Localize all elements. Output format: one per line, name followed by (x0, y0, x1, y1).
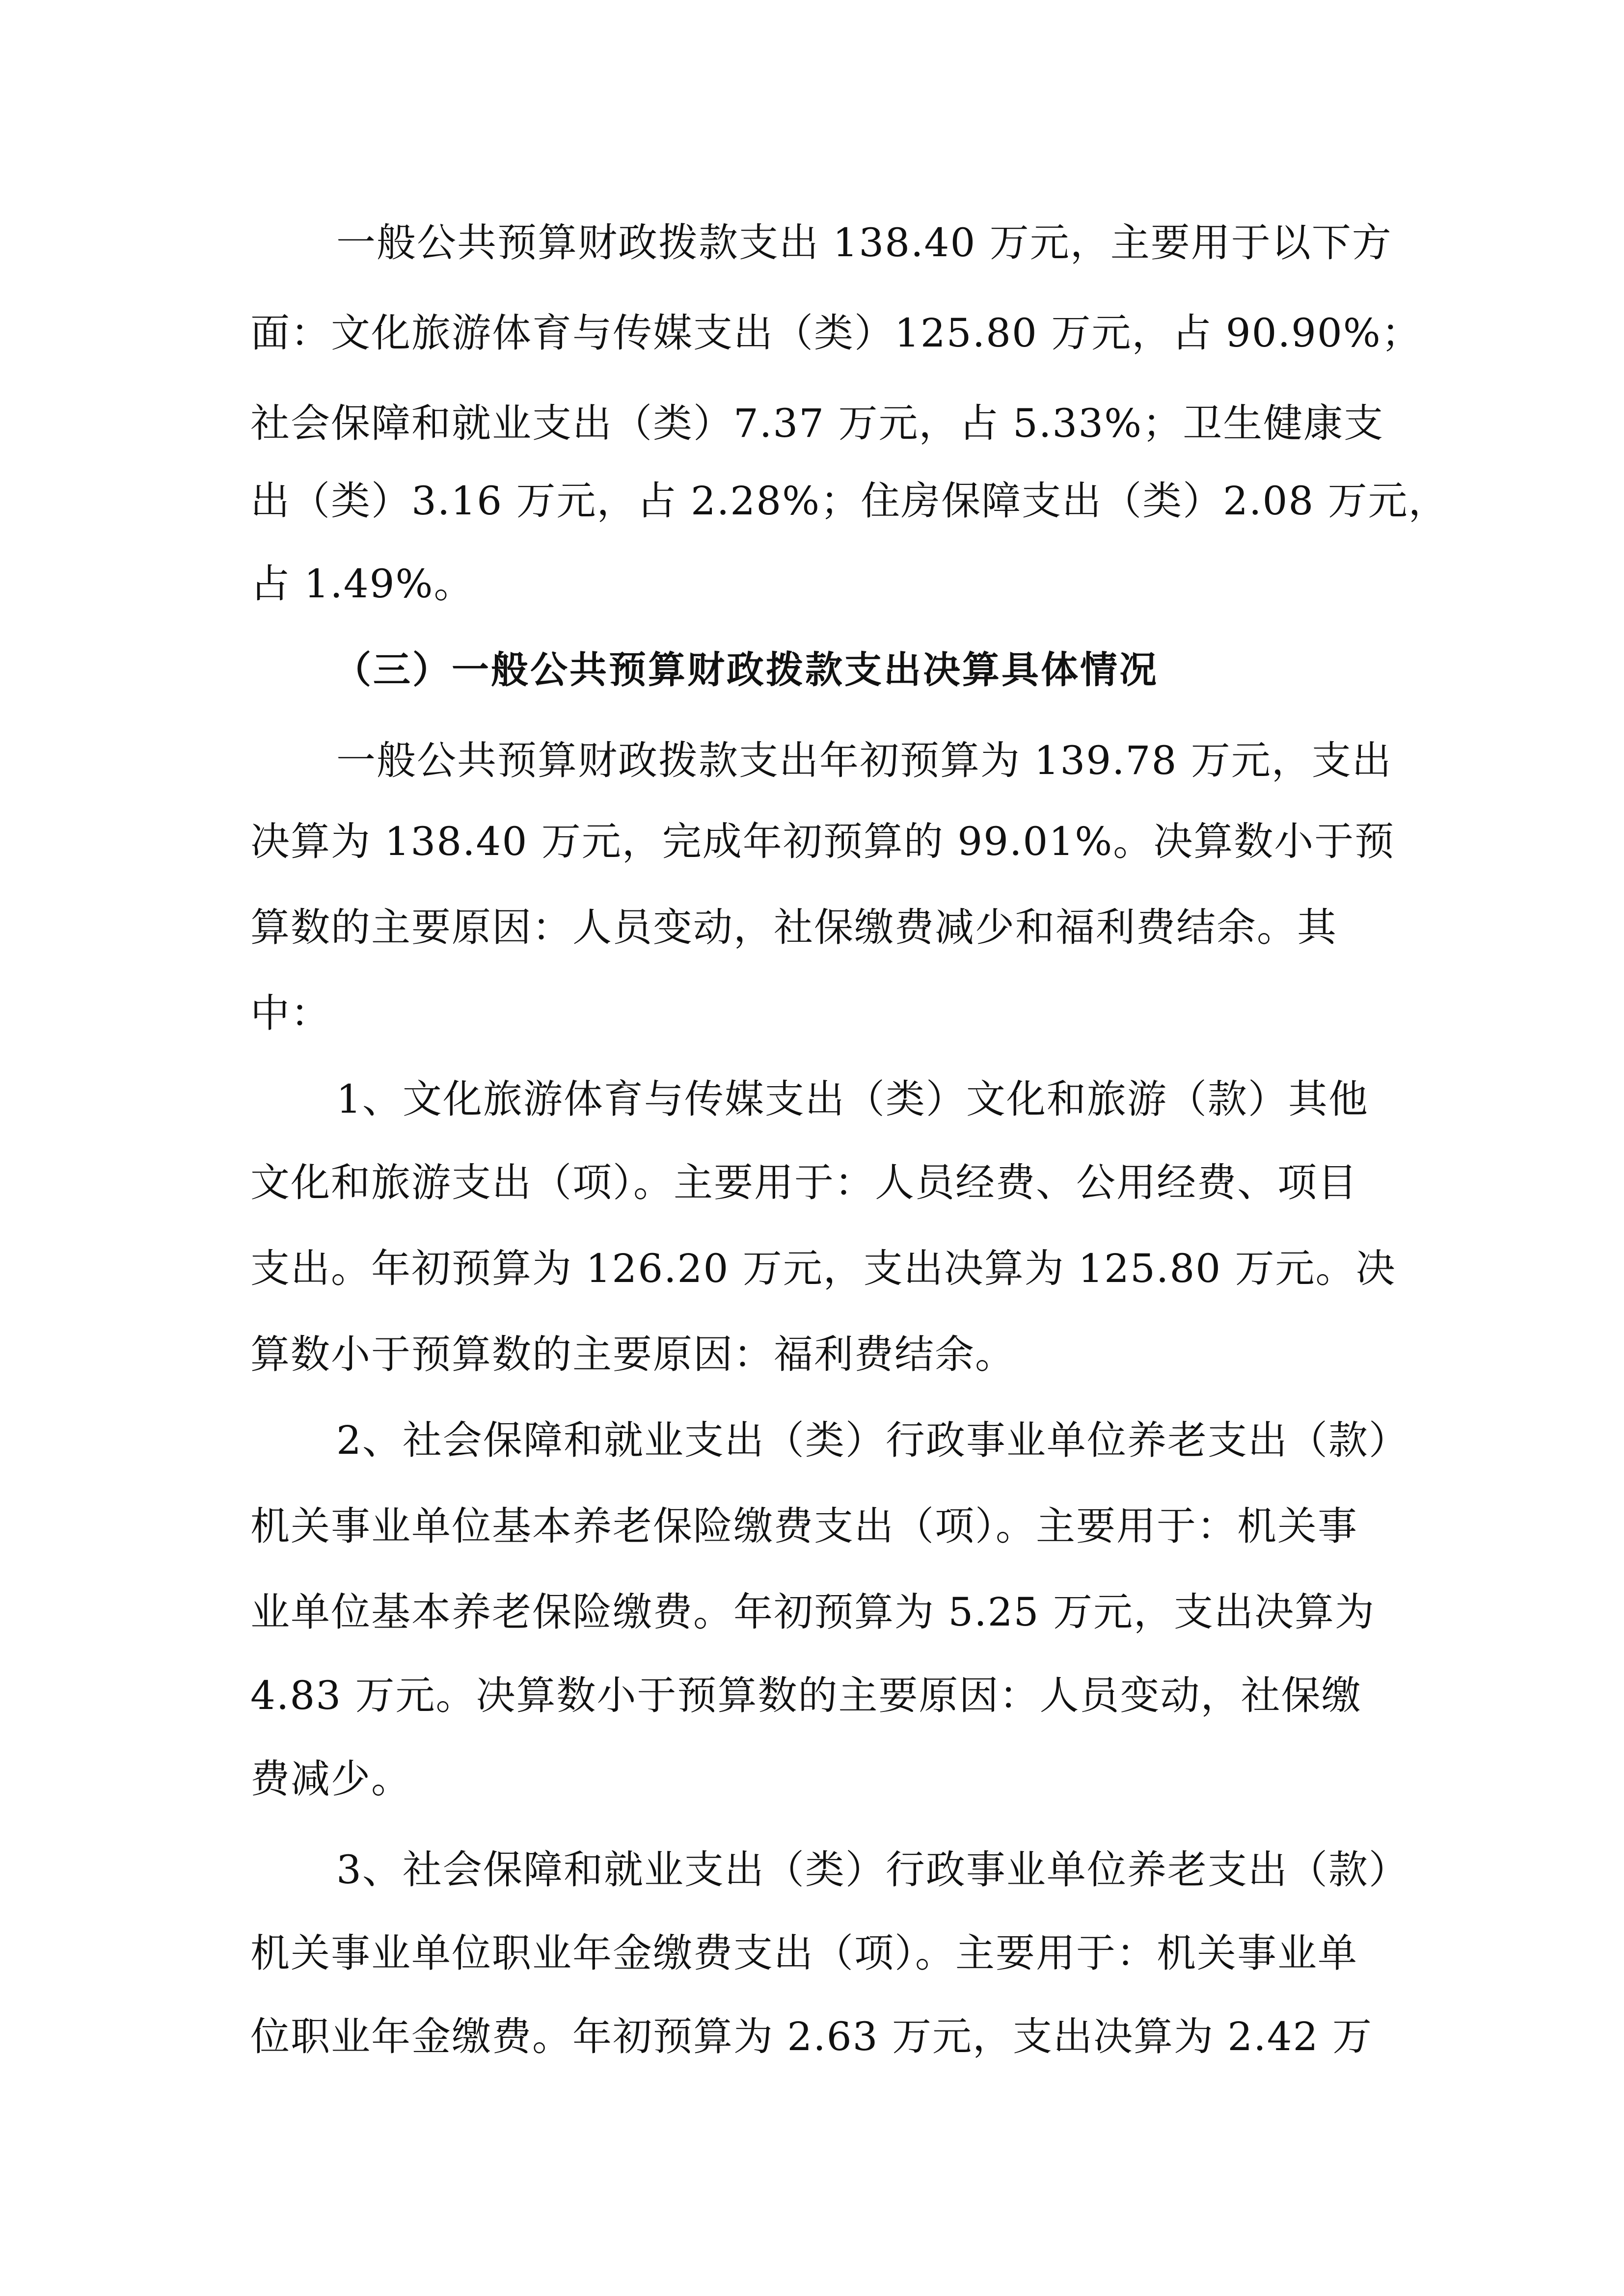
paragraph-line: 算数小于预算数的主要原因：福利费结余。 (250, 1332, 1015, 1377)
paragraph-line: 位职业年金缴费。年初预算为 2.63 万元，支出决算为 2.42 万 (250, 2014, 1373, 2059)
paragraph-line: 社会保障和就业支出（类）7.37 万元，占 5.33%；卫生健康支 (250, 400, 1384, 446)
paragraph-line: 1、文化旅游体育与传媒支出（类）文化和旅游（款）其他 (336, 1076, 1369, 1122)
section-heading: （三）一般公共预算财政拨款支出决算具体情况 (334, 648, 1159, 692)
paragraph-line: 业单位基本养老保险缴费。年初预算为 5.25 万元，支出决算为 (250, 1589, 1375, 1635)
paragraph-line: 费减少。 (250, 1756, 411, 1802)
paragraph-line: 一般公共预算财政拨款支出 138.40 万元，主要用于以下方 (336, 220, 1392, 266)
paragraph-line: 文化和旅游支出（项）。主要用于：人员经费、公用经费、项目 (250, 1160, 1358, 1205)
paragraph-line: 机关事业单位基本养老保险缴费支出（项）。主要用于：机关事 (250, 1503, 1358, 1549)
paragraph-line: 面：文化旅游体育与传媒支出（类）125.80 万元，占 90.90%； (250, 310, 1422, 356)
paragraph-line: 支出。年初预算为 126.20 万元，支出决算为 125.80 万元。决 (250, 1246, 1396, 1291)
paragraph-line: 2、社会保障和就业支出（类）行政事业单位养老支出（款） (336, 1417, 1409, 1463)
paragraph-line: 一般公共预算财政拨款支出年初预算为 139.78 万元，支出 (336, 738, 1392, 783)
paragraph-line: 决算为 138.40 万元，完成年初预算的 99.01%。决算数小于预 (250, 819, 1395, 864)
paragraph-line: 占 1.49%。 (250, 561, 474, 607)
paragraph-line: 出（类）3.16 万元，占 2.28%；住房保障支出（类）2.08 万元， (250, 478, 1449, 524)
paragraph-line: 中： (250, 990, 331, 1036)
paragraph-line: 算数的主要原因：人员变动，社保缴费减少和福利费结余。其 (250, 905, 1337, 950)
paragraph-line: 3、社会保障和就业支出（类）行政事业单位养老支出（款） (336, 1847, 1409, 1893)
paragraph-line: 4.83 万元。决算数小于预算数的主要原因：人员变动，社保缴 (250, 1673, 1362, 1718)
paragraph-line: 机关事业单位职业年金缴费支出（项）。主要用于：机关事业单 (250, 1930, 1358, 1976)
